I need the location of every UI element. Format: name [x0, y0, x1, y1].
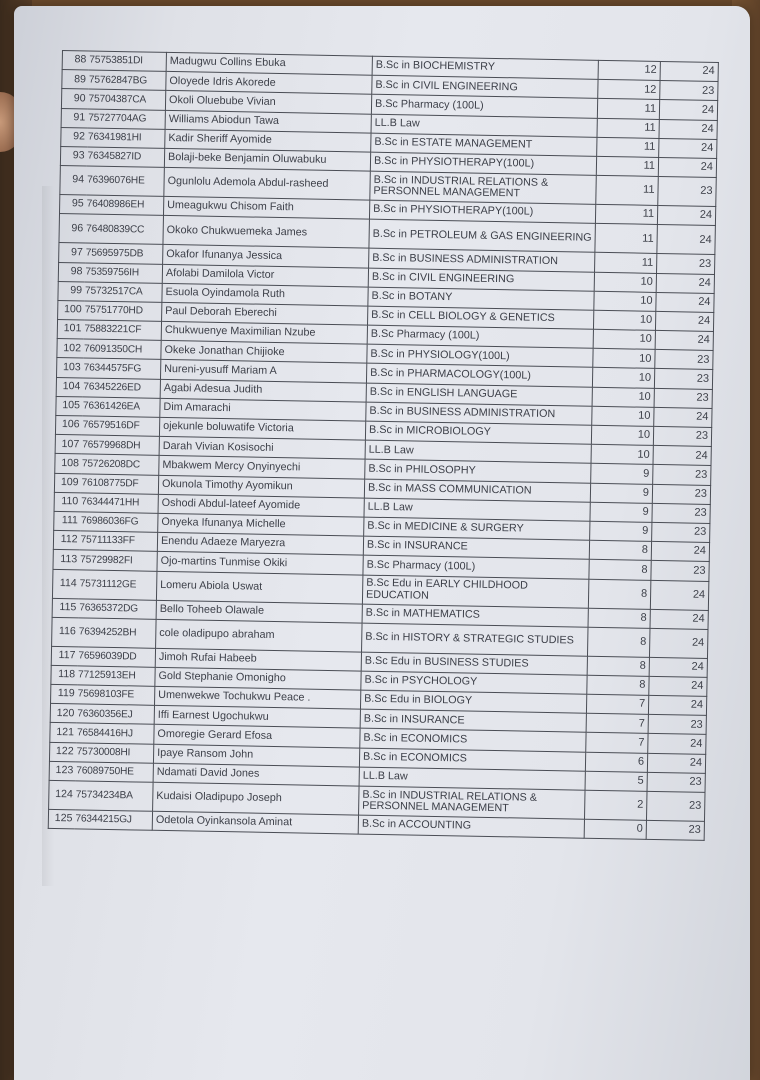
reg-number-cell: 76091350CH: [83, 339, 161, 360]
age-cell: 24: [654, 407, 712, 427]
score-cell: 8: [589, 540, 651, 560]
serial-number-cell: 103: [57, 358, 83, 378]
reg-number-cell: 76365372DG: [78, 598, 156, 619]
course-cell: LL.B Law: [359, 767, 585, 790]
reg-number-cell: 75695975DB: [85, 243, 163, 264]
score-cell: 11: [596, 156, 658, 176]
age-cell: 24: [659, 138, 717, 158]
reg-number-cell: 75729982FI: [79, 550, 157, 571]
reg-number-cell: 75762847BG: [88, 70, 166, 91]
candidate-name-cell: Okoli Oluebube Vivian: [165, 91, 371, 114]
reg-number-cell: 76108775DF: [80, 473, 158, 494]
course-cell: B.Sc in CIVIL ENGINEERING: [368, 268, 594, 291]
candidate-name-cell: Bello Toheeb Olawale: [156, 600, 362, 623]
reg-number-cell: 75704387CA: [87, 89, 165, 110]
age-cell: 24: [656, 292, 714, 312]
course-cell: B.Sc in INSURANCE: [360, 709, 586, 732]
reg-number-cell: 75726208DC: [81, 454, 159, 475]
candidate-name-cell: Kudaisi Oladipupo Joseph: [153, 782, 359, 815]
score-cell: 7: [586, 694, 648, 714]
results-table-body: [48, 51, 718, 841]
score-cell: 10: [593, 329, 655, 349]
score-cell: 5: [585, 771, 647, 791]
course-cell: LL.B Law: [365, 440, 591, 463]
age-cell: 23: [655, 350, 713, 370]
serial-number-cell: 104: [56, 377, 82, 397]
serial-number-cell: 90: [61, 89, 87, 109]
reg-number-cell: 76361426EA: [82, 397, 160, 418]
candidate-name-cell: Madugwu Collins Ebuka: [166, 52, 372, 75]
reg-number-cell: 75711133FF: [79, 531, 157, 552]
reg-number-cell: 76584416HJ: [76, 723, 154, 744]
serial-number-cell: 124: [49, 780, 76, 809]
reg-number-cell: 76089750HE: [75, 762, 153, 783]
course-cell: B.Sc Edu in BUSINESS STUDIES: [361, 652, 587, 675]
paper-sheet: [14, 6, 750, 1080]
serial-number-cell: 121: [50, 723, 76, 743]
serial-number-cell: 105: [56, 396, 82, 416]
score-cell: 10: [591, 444, 653, 464]
candidate-name-cell: Okunola Timothy Ayomikun: [158, 475, 364, 498]
score-cell: 9: [591, 464, 653, 484]
candidate-name-cell: Iffi Earnest Ugochukwu: [154, 706, 360, 729]
serial-number-cell: 88: [62, 51, 88, 71]
age-cell: 23: [657, 254, 715, 274]
score-cell: 11: [595, 224, 658, 254]
course-cell: B.Sc in BIOCHEMISTRY: [372, 56, 598, 79]
score-cell: 10: [593, 310, 655, 330]
age-cell: 24: [658, 157, 716, 177]
age-cell: 24: [660, 61, 718, 81]
reg-number-cell: 75698103FE: [77, 685, 155, 706]
reg-number-cell: 76480839CC: [85, 214, 164, 244]
score-cell: 9: [590, 521, 652, 541]
candidate-name-cell: Darah Vivian Kosisochi: [159, 437, 365, 460]
age-cell: 24: [659, 100, 717, 120]
candidate-name-cell: cole oladipupo abraham: [156, 619, 362, 652]
reg-number-cell: 75732517CA: [84, 282, 162, 303]
candidate-name-cell: Chukwuenye Maximilian Nzube: [161, 321, 367, 344]
course-cell: B.Sc in CELL BIOLOGY & GENETICS: [368, 306, 594, 329]
score-cell: 10: [591, 425, 653, 445]
course-cell: B.Sc in INDUSTRIAL RELATIONS & PERSONNEL MANAGEMENT: [370, 171, 596, 204]
age-cell: 24: [655, 330, 713, 350]
reg-number-cell: 76408986EH: [85, 195, 163, 216]
course-cell: B.Sc Edu in BIOLOGY: [360, 690, 586, 713]
age-cell: 24: [647, 753, 705, 773]
candidate-name-cell: Ipaye Ransom John: [153, 744, 359, 767]
score-cell: 11: [595, 253, 657, 273]
candidate-name-cell: Kadir Sheriff Ayomide: [165, 129, 371, 152]
serial-number-cell: 100: [58, 300, 84, 320]
age-cell: 24: [649, 676, 707, 696]
reg-number-cell: 76345827ID: [86, 147, 164, 168]
candidate-name-cell: Dim Amarachi: [160, 398, 366, 421]
serial-number-cell: 120: [50, 704, 76, 724]
serial-number-cell: 117: [51, 646, 77, 666]
score-cell: 8: [587, 627, 650, 657]
course-cell: B.Sc in MICROBIOLOGY: [365, 421, 591, 444]
candidate-name-cell: Ojo-martins Tunmise Okiki: [157, 552, 363, 575]
age-cell: 24: [653, 446, 711, 466]
score-cell: 11: [597, 118, 659, 138]
serial-number-cell: 122: [49, 742, 75, 762]
age-cell: 23: [653, 465, 711, 485]
serial-number-cell: 94: [60, 166, 87, 195]
age-cell: 23: [653, 426, 711, 446]
serial-number-cell: 98: [58, 262, 84, 282]
course-cell: B.Sc in INSURANCE: [363, 536, 589, 559]
score-cell: 8: [587, 675, 649, 695]
candidate-name-cell: Umeagukwu Chisom Faith: [163, 197, 369, 220]
score-cell: 11: [595, 204, 657, 224]
reg-number-cell: 76396076HE: [86, 166, 165, 196]
reg-number-cell: 76579968DH: [81, 435, 159, 456]
age-cell: 23: [646, 791, 705, 821]
score-cell: 12: [598, 80, 660, 100]
reg-number-cell: 76986036FG: [80, 512, 158, 533]
score-cell: 7: [586, 733, 648, 753]
course-cell: B.Sc Edu in EARLY CHILDHOOD EDUCATION: [362, 575, 588, 608]
course-cell: B.Sc in MATHEMATICS: [362, 604, 588, 627]
age-cell: 24: [650, 580, 709, 610]
candidate-name-cell: Umenwekwe Tochukwu Peace .: [155, 686, 361, 709]
candidate-name-cell: Esuola Oyindamola Ruth: [162, 283, 368, 306]
age-cell: 23: [658, 177, 717, 207]
serial-number-cell: 123: [49, 761, 75, 781]
candidate-name-cell: Jimoh Rufai Habeeb: [155, 648, 361, 671]
age-cell: 24: [648, 734, 706, 754]
candidate-name-cell: Agabi Adesua Judith: [160, 379, 366, 402]
course-cell: B.Sc in ECONOMICS: [360, 729, 586, 752]
reg-number-cell: 76344215GJ: [74, 810, 152, 831]
candidate-name-cell: Paul Deborah Eberechi: [162, 302, 368, 325]
candidate-name-cell: Odetola Oyinkansola Aminat: [152, 811, 358, 834]
course-cell: B.Sc in INDUSTRIAL RELATIONS & PERSONNEL MANAGEMENT: [359, 786, 585, 819]
candidate-name-cell: Okoko Chukwuemeka James: [163, 216, 369, 249]
serial-number-cell: 91: [61, 108, 87, 128]
score-cell: 8: [589, 560, 651, 580]
course-cell: B.Sc Pharmacy (100L): [367, 325, 593, 348]
reg-number-cell: 75730008HI: [75, 742, 153, 763]
course-cell: B.Sc in PETROLEUM & GAS ENGINEERING: [369, 219, 595, 252]
candidate-name-cell: Omoregie Gerard Efosa: [154, 725, 360, 748]
serial-number-cell: 107: [55, 435, 81, 455]
score-cell: 11: [596, 175, 659, 205]
age-cell: 23: [647, 772, 705, 792]
score-cell: 9: [590, 483, 652, 503]
score-cell: 12: [598, 60, 660, 80]
score-cell: 2: [584, 790, 647, 820]
candidate-name-cell: Okeke Jonathan Chijioke: [161, 341, 367, 364]
reg-number-cell: 75883221CF: [83, 320, 161, 341]
age-cell: 23: [652, 484, 710, 504]
candidate-name-cell: Lomeru Abiola Uswat: [156, 571, 362, 604]
score-cell: 8: [588, 608, 650, 628]
reg-number-cell: 75753851DI: [88, 51, 166, 72]
reg-number-cell: 76345226ED: [82, 378, 160, 399]
reg-number-cell: 76341981HI: [87, 128, 165, 149]
candidate-name-cell: Afolabi Damilola Victor: [162, 264, 368, 287]
serial-number-cell: 97: [59, 243, 85, 263]
course-cell: B.Sc in PSYCHOLOGY: [361, 671, 587, 694]
score-cell: 11: [597, 99, 659, 119]
score-cell: 10: [594, 272, 656, 292]
age-cell: 23: [660, 81, 718, 101]
course-cell: B.Sc in HISTORY & STRATEGIC STUDIES: [362, 623, 588, 656]
candidate-name-cell: Williams Abiodun Tawa: [165, 110, 371, 133]
age-cell: 24: [648, 695, 706, 715]
course-cell: B.Sc in MEDICINE & SURGERY: [364, 517, 590, 540]
reg-number-cell: 76394252BH: [78, 618, 157, 648]
serial-number-cell: 89: [62, 70, 88, 90]
serial-number-cell: 96: [59, 214, 86, 243]
reg-number-cell: 75731112GE: [78, 569, 157, 599]
age-cell: 24: [651, 542, 709, 562]
candidate-name-cell: Mbakwem Mercy Onyinyechi: [159, 456, 365, 479]
reg-number-cell: 76596039DD: [77, 647, 155, 668]
age-cell: 24: [649, 657, 707, 677]
serial-number-cell: 119: [51, 684, 77, 704]
course-cell: B.Sc Pharmacy (100L): [363, 555, 589, 578]
age-cell: 24: [659, 119, 717, 139]
age-cell: 23: [654, 369, 712, 389]
course-cell: B.Sc in MASS COMMUNICATION: [364, 479, 590, 502]
course-cell: B.Sc in PHILOSOPHY: [365, 459, 591, 482]
score-cell: 10: [592, 387, 654, 407]
candidate-name-cell: Okafor Ifunanya Jessica: [163, 245, 369, 268]
age-cell: 24: [649, 628, 708, 658]
age-cell: 23: [652, 503, 710, 523]
candidate-name-cell: Onyeka Ifunanya Michelle: [158, 513, 364, 536]
course-cell: B.Sc in PHYSIOTHERAPY(100L): [369, 200, 595, 223]
course-cell: B.Sc in BUSINESS ADMINISTRATION: [366, 402, 592, 425]
score-cell: 10: [594, 291, 656, 311]
age-cell: 24: [650, 609, 708, 629]
serial-number-cell: 102: [57, 339, 83, 359]
reg-number-cell: 75734234BA: [75, 781, 154, 811]
score-cell: 8: [588, 579, 651, 609]
reg-number-cell: 77125913EH: [77, 666, 155, 687]
age-cell: 23: [652, 522, 710, 542]
candidate-name-cell: Oshodi Abdul-lateef Ayomide: [158, 494, 364, 517]
course-cell: B.Sc in ESTATE MANAGEMENT: [371, 133, 597, 156]
score-cell: 11: [597, 137, 659, 157]
course-cell: B.Sc in CIVIL ENGINEERING: [372, 75, 598, 98]
serial-number-cell: 116: [52, 617, 79, 646]
score-cell: 10: [592, 406, 654, 426]
score-cell: 8: [587, 656, 649, 676]
age-cell: 24: [657, 206, 715, 226]
candidate-name-cell: Bolaji-beke Benjamin Oluwabuku: [164, 148, 370, 171]
serial-number-cell: 110: [54, 492, 80, 512]
results-sheet: [48, 50, 718, 841]
age-cell: 24: [657, 225, 716, 255]
serial-number-cell: 99: [58, 281, 84, 301]
candidate-name-cell: Nureni-yusuff Mariam A: [160, 360, 366, 383]
candidate-name-cell: Enendu Adaeze Maryezra: [157, 532, 363, 555]
candidate-name-cell: Oloyede Idris Akorede: [166, 72, 372, 95]
age-cell: 23: [654, 388, 712, 408]
course-cell: LL.B Law: [364, 498, 590, 521]
reg-number-cell: 76344471HH: [80, 493, 158, 514]
score-cell: 0: [584, 819, 646, 839]
course-cell: B.Sc Pharmacy (100L): [371, 95, 597, 118]
age-cell: 23: [648, 715, 706, 735]
candidate-name-cell: ojekunle boluwatife Victoria: [159, 417, 365, 440]
serial-number-cell: 92: [61, 127, 87, 147]
age-cell: 24: [655, 311, 713, 331]
serial-number-cell: 114: [52, 569, 79, 598]
course-cell: LL.B Law: [371, 114, 597, 137]
candidate-name-cell: Ogunlolu Ademola Abdul-rasheed: [164, 168, 370, 201]
reg-number-cell: 75727704AG: [87, 109, 165, 130]
age-cell: 24: [656, 273, 714, 293]
course-cell: B.Sc in BOTANY: [368, 287, 594, 310]
candidate-name-cell: Ndamati David Jones: [153, 763, 359, 786]
score-cell: 10: [593, 349, 655, 369]
serial-number-cell: 113: [53, 550, 79, 570]
serial-number-cell: 125: [48, 809, 74, 829]
serial-number-cell: 108: [55, 454, 81, 474]
serial-number-cell: 115: [52, 598, 78, 618]
reg-number-cell: 76360356EJ: [76, 704, 154, 725]
course-cell: B.Sc in PHYSIOTHERAPY(100L): [370, 152, 596, 175]
results-table: [48, 50, 719, 841]
course-cell: B.Sc in ENGLISH LANGUAGE: [366, 383, 592, 406]
reg-number-cell: 76344575FG: [83, 358, 161, 379]
course-cell: B.Sc in BUSINESS ADMINISTRATION: [369, 248, 595, 271]
candidate-name-cell: Gold Stephanie Omonigho: [155, 667, 361, 690]
serial-number-cell: 109: [54, 473, 80, 493]
serial-number-cell: 101: [57, 320, 83, 340]
score-cell: 9: [590, 502, 652, 522]
serial-number-cell: 112: [53, 531, 79, 551]
age-cell: 23: [646, 820, 704, 840]
score-cell: 7: [586, 713, 648, 733]
course-cell: B.Sc in ACCOUNTING: [358, 815, 584, 838]
reg-number-cell: 75359756IH: [84, 262, 162, 283]
serial-number-cell: 118: [51, 665, 77, 685]
serial-number-cell: 93: [60, 146, 86, 166]
score-cell: 6: [585, 752, 647, 772]
serial-number-cell: 95: [59, 195, 85, 215]
reg-number-cell: 76579516DF: [81, 416, 159, 437]
course-cell: B.Sc in PHYSIOLOGY(100L): [367, 344, 593, 367]
serial-number-cell: 111: [54, 511, 80, 531]
age-cell: 23: [651, 561, 709, 581]
serial-number-cell: 106: [55, 415, 81, 435]
course-cell: B.Sc in ECONOMICS: [359, 748, 585, 771]
reg-number-cell: 75751770HD: [84, 301, 162, 322]
score-cell: 10: [592, 368, 654, 388]
course-cell: B.Sc in PHARMACOLOGY(100L): [366, 364, 592, 387]
